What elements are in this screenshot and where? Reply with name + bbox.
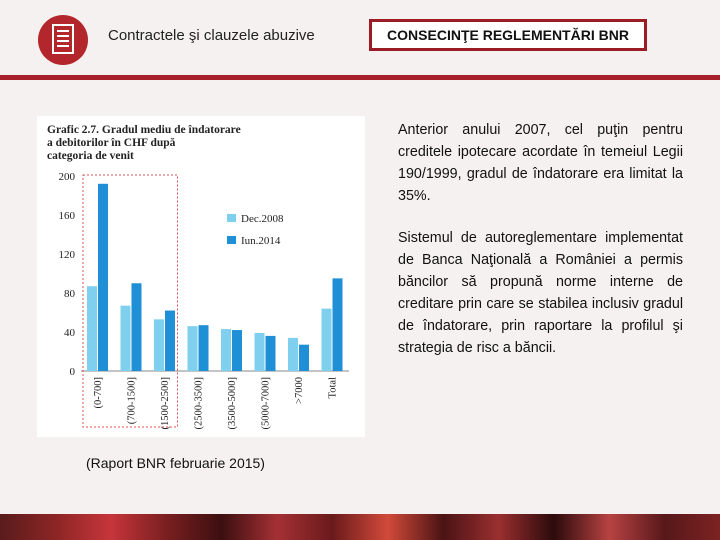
x-tick-label: (1500-2500] (160, 377, 171, 430)
chart-title-line: a debitorilor în CHF după (47, 137, 176, 149)
x-tick-label: (5000-7000] (260, 377, 272, 430)
bar-dec-2008 (121, 306, 131, 371)
chart-title-line: categoria de venit (47, 150, 134, 162)
y-tick-label: 200 (58, 171, 75, 183)
page-title: Contractele şi clauzele abuzive (108, 27, 315, 44)
x-tick-label: >7000 (294, 377, 305, 404)
bar-dec-2008 (255, 333, 265, 371)
legend-label: Iun.2014 (241, 235, 281, 247)
bar-dec-2008 (154, 319, 164, 371)
bar-iun-2014 (165, 311, 175, 371)
x-tick-label: (2500-3500] (193, 377, 205, 430)
paragraph-1: Anterior anului 2007, cel puţin pentru creditele ipotecare acordate în temeiul Legii 190/1999, gradul de îndatorare era limitat la 35%. (398, 122, 683, 204)
chart-source-caption: (Raport BNR februarie 2015) (86, 455, 265, 471)
legend-swatch (227, 214, 236, 222)
x-tick-label: (0-700] (93, 377, 104, 409)
y-tick-label: 120 (58, 249, 75, 261)
chart-panel (37, 116, 365, 437)
y-tick-label: 80 (64, 288, 75, 300)
bar-iun-2014 (266, 336, 276, 371)
x-tick-label: (700-1500] (126, 377, 138, 425)
y-tick-label: 40 (64, 327, 75, 339)
x-tick-label: (3500-5000] (227, 377, 238, 430)
y-tick-label: 0 (69, 366, 75, 378)
section-heading: CONSECINŢE REGLEMENTĂRI BNR (387, 27, 629, 43)
section-heading-box (369, 19, 647, 51)
paragraph-2: Sistemul de autoreglementare implementat de Banca Naţională a României a permis băncilor să propună norme interne de creditare prin care se stabilea inclusiv gradul de îndatorare, prin raportare la profilul şi strategia de risc a băncii. (398, 230, 683, 356)
bar-iun-2014 (232, 330, 242, 371)
bar-dec-2008 (288, 338, 298, 371)
bar-iun-2014 (333, 278, 343, 371)
bar-iun-2014 (132, 283, 142, 371)
bar-dec-2008 (322, 309, 332, 371)
decorative-photo-strip (0, 514, 720, 540)
document-icon (38, 15, 88, 65)
bar-iun-2014 (199, 325, 209, 371)
chart-title-line: Grafic 2.7. Gradul mediu de îndatorare (47, 124, 241, 136)
body-text (398, 119, 683, 379)
bar-iun-2014 (98, 184, 108, 371)
y-tick-label: 160 (58, 210, 75, 222)
bar-chart (37, 116, 365, 437)
header-divider (0, 75, 720, 80)
x-tick-label: Total (327, 377, 339, 399)
bar-dec-2008 (188, 326, 198, 371)
bar-iun-2014 (299, 345, 309, 371)
bar-dec-2008 (221, 329, 231, 371)
legend-swatch (227, 236, 236, 244)
bar-dec-2008 (87, 286, 97, 371)
legend-label: Dec.2008 (241, 213, 284, 225)
